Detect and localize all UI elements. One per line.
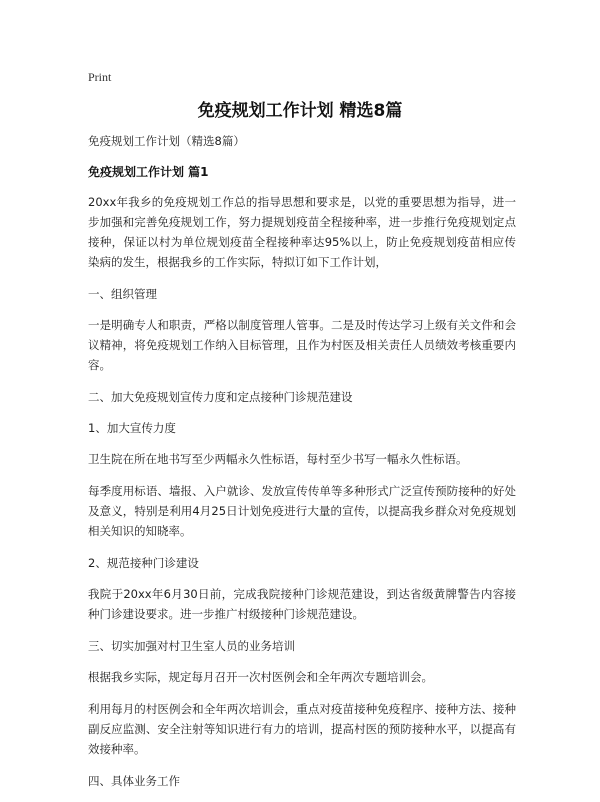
heading-training: 三、切实加强对村卫生室人员的业务培训	[88, 639, 295, 653]
heading-organization: 一、组织管理	[88, 287, 157, 301]
document-title: 免疫规划工作计划 精选8篇	[197, 101, 403, 121]
training-paragraph-1: 根据我乡实际，规定每月召开一次村医例会和全年两次专题培训会。	[88, 670, 433, 684]
document-body	[88, 131, 516, 802]
publicity-paragraph-2: 每季度用标语、墙报、入户就诊、发放宣传传单等多种形式广泛宣传预防接种的好处及意义，特别是利用4月25日计划免疫进行大量的宣传，以提高我乡群众对免疫规划相关知识的知晓率。	[88, 484, 516, 538]
publicity-paragraph-1: 卫生院在所在地书写至少两幅永久性标语，每村至少书写一幅永久性标语。	[88, 452, 468, 466]
document-subtitle: 免疫规划工作计划（精选8篇）	[88, 134, 245, 148]
clinic-paragraph: 我院于20xx年6月30日前，完成我院接种门诊规范建设，到达省级黄牌警告内容接种门诊建设要求。进一步推广村级接种门诊规范建设。	[88, 587, 516, 621]
training-paragraph-2: 利用每月的村医例会和全年两次培训会，重点对疫苗接种免疫程序、接种方法、接种副反应监测、安全注射等知识进行有力的培训，提高村医的预防接种水平，以提高有效接种率。	[88, 702, 516, 756]
print-link[interactable]: Print	[88, 70, 112, 84]
heading-publicity-and-clinics: 二、加大免疫规划宣传力度和定点接种门诊规范建设	[88, 390, 353, 404]
heading-specific-work: 四、具体业务工作	[88, 774, 180, 788]
organization-paragraph: 一是明确专人和职责，严格以制度管理人管事。二是及时传达学习上级有关文件和会议精神，将免疫规划工作纳入目标管理，且作为村医及相关责任人员绩效考核重要内容。	[88, 318, 516, 372]
intro-paragraph: 20xx年我乡的免疫规划工作总的指导思想和要求是，以党的重要思想为指导，进一步加强和完善免疫规划工作，努力提规划疫苗全程接种率，进一步推行免疫规划定点接种，保证以村为单位规划疫苗全程接种率达95%以上，防止免疫规划疫苗相应传染病的发生，根据我乡的工作实际，特拟订如下工作计划，	[88, 195, 516, 269]
heading-publicity: 1、加大宣传力度	[88, 421, 176, 435]
section-heading: 免疫规划工作计划 篇1	[88, 165, 209, 179]
heading-clinic-standardization: 2、规范接种门诊建设	[88, 556, 199, 570]
